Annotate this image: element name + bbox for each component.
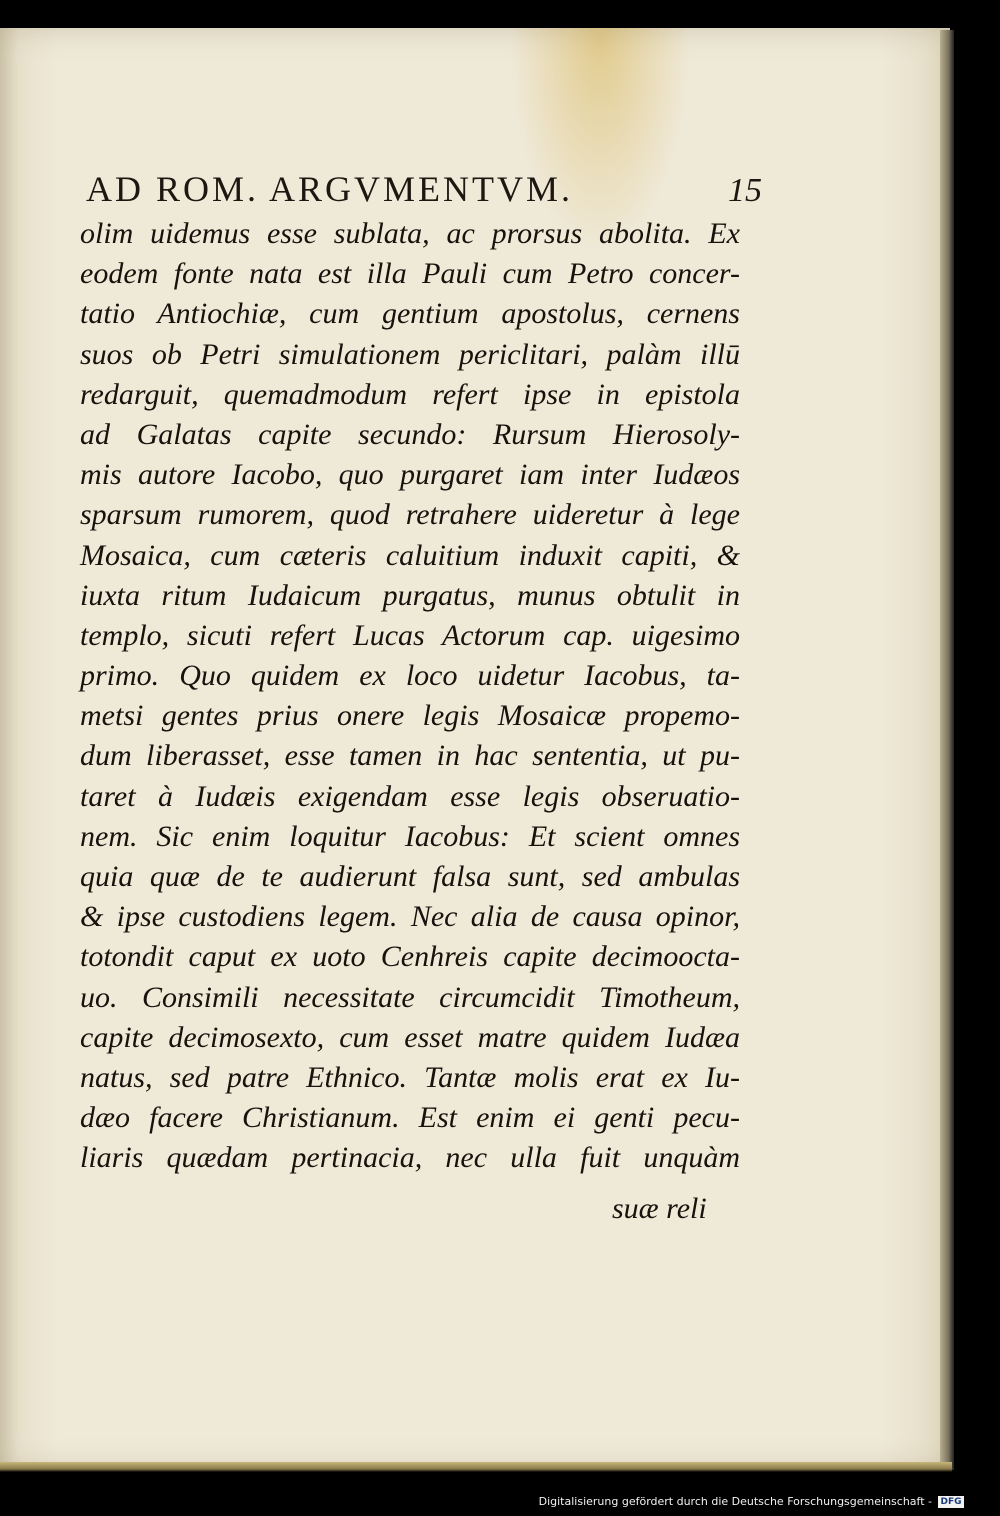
text-line: nem. Sic enim loquitur Iacobus: Et scient omnes (80, 819, 740, 853)
page-number: 15 (728, 172, 762, 209)
text-line: metsi gentes prius onere legis Mosaicæ propemo- (80, 699, 740, 733)
text-line: totondit caput ex uoto Cenhreis capite decimoocta- (80, 940, 740, 974)
text-line: & ipse custodiens legem. Nec alia de causa opinor, (80, 900, 740, 934)
text-line: taret à Iudæis exigendam esse legis obseruatio- (80, 779, 740, 813)
text-line: primo. Quo quidem ex loco uidetur Iacobus, ta- (80, 659, 740, 693)
text-line: dum liberasset, esse tamen in hac sententia, ut pu- (80, 739, 740, 773)
text-line: natus, sed patre Ethnico. Tantæ molis erat ex Iu- (80, 1060, 740, 1094)
text-line: quia quæ de te audierunt falsa sunt, sed ambulas (80, 860, 740, 893)
text-line: suos ob Petri simulationem periclitari, palàm illū (80, 337, 740, 371)
text-line: olim uidemus esse sublata, ac prorsus abolita. Ex (80, 217, 740, 250)
running-head (86, 160, 766, 210)
text-line: tatio Antiochiæ, cum gentium apostolus, cernens (80, 297, 740, 331)
text-line: Mosaica, cum cæteris caluitium induxit capiti, & (80, 538, 740, 572)
credit-text: Digitalisierung gefördert durch die Deutsche Forschungsgemeinschaft - (538, 1495, 932, 1508)
text-line: liaris quædam pertinacia, nec ulla fuit unquàm (80, 1141, 740, 1175)
running-title: AD ROM. ARGVMENTVM. (86, 169, 574, 209)
text-line: uo. Consimili necessitate circumcidit Timotheum, (80, 980, 740, 1014)
text-line: iuxta ritum Iudaicum purgatus, munus obtulit in (80, 578, 740, 612)
dfg-logo: DFG (938, 1496, 964, 1508)
page-edge-shadow (940, 30, 954, 1470)
text-line: dæo facere Christianum. Est enim ei genti pecu- (80, 1101, 740, 1135)
text-line: ad Galatas capite secundo: Rursum Hierosoly- (80, 417, 740, 451)
text-line: capite decimosexto, cum esset matre quidem Iudæa (80, 1020, 740, 1054)
digitization-credit (539, 1495, 964, 1508)
catchword: suæ reli (612, 1192, 707, 1225)
text-line: eodem fonte nata est illa Pauli cum Petro concer- (80, 257, 740, 291)
text-line: templo, sicuti refert Lucas Actorum cap. uigesimo (80, 618, 740, 652)
text-line: mis autore Iacobo, quo purgaret iam inter Iudæos (80, 458, 740, 492)
text-line: sparsum rumorem, quod retrahere uideretur à lege (80, 498, 740, 532)
page-bottom-edge (0, 1462, 952, 1472)
body-text (80, 214, 740, 1179)
text-line: redarguit, quemadmodum refert ipse in epistola (80, 377, 740, 411)
